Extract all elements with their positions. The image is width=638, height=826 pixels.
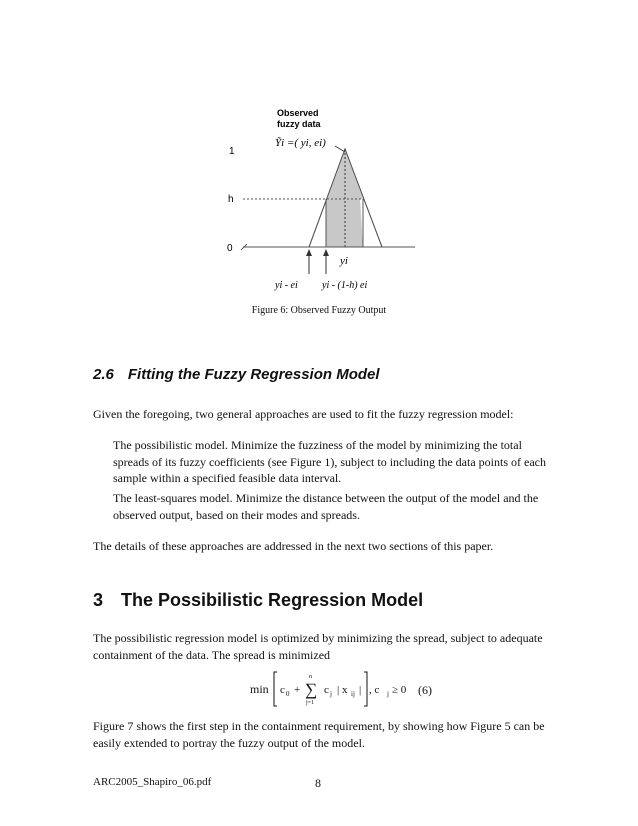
annotation-line2: fuzzy data <box>277 119 321 129</box>
eq-sum-lower: j=1 <box>306 700 315 706</box>
figure-caption: Figure 6: Observed Fuzzy Output <box>251 305 387 316</box>
equation-6 <box>250 670 500 710</box>
section-3-title: The Possibilistic Regression Model <box>121 590 424 610</box>
footer-page-number: 8 <box>315 776 321 790</box>
section-2-6-heading <box>93 366 380 383</box>
eq-abs-x-sub: ij <box>351 690 355 698</box>
eq-c0: c <box>280 684 285 696</box>
section-3-number: 3 <box>93 590 104 610</box>
approach-least-squares: The least-squares model. Minimize the distance between the output of the model and the observed output, based on their modes and spreads. <box>113 491 539 522</box>
section-2-6-intro: Given the foregoing, two general approaches are used to fit the fuzzy regression model: <box>93 407 514 421</box>
equation-number: (6) <box>418 683 432 697</box>
eq-cj: c <box>324 684 329 696</box>
annotation-line1: Observed <box>277 108 319 118</box>
eq-c0-sub: 0 <box>286 690 290 698</box>
label-right-bound: yi - (1-h) ei <box>322 280 368 291</box>
eq-constraint: , c <box>369 684 380 696</box>
section-2-6-outro: The details of these approaches are addressed in the next two sections of this paper. <box>93 539 494 553</box>
annotation-pointer <box>335 146 345 152</box>
eq-constraint-rel: ≥ 0 <box>392 684 407 696</box>
eq-abs-x: | x <box>337 684 348 696</box>
eq-min: min <box>250 682 269 696</box>
footer-filename: ARC2005_Shapiro_06.pdf <box>93 776 212 788</box>
label-left-bound: yi - ei <box>275 280 298 291</box>
y-tick-0: 0 <box>227 243 233 254</box>
section-3-paragraph: Figure 7 shows the first step in the containment requirement, by showing how Figure 5 can be easily extended to portray the fuzzy output of the model. <box>93 719 545 750</box>
label-yi: yi <box>340 255 348 267</box>
eq-constraint-sub: j <box>387 690 389 698</box>
y-tick-h: h <box>228 194 234 205</box>
eq-plus: + <box>294 684 301 696</box>
annotation-formula: Ỹi =( yi, ei) <box>275 137 326 149</box>
section-2-6-title: Fitting the Fuzzy Regression Model <box>127 366 380 383</box>
fuzzy-output-plot <box>215 102 425 300</box>
eq-left-bracket <box>274 672 277 706</box>
eq-cj-sub: j <box>330 690 332 698</box>
section-3-intro: The possibilistic regression model is optimized by minimizing the spread, subject to adequate containment of the data. The spread is minimized <box>93 631 543 662</box>
figure-observed-fuzzy-output <box>215 102 425 300</box>
approach-possibilistic: The possibilistic model. Minimize the fuzziness of the model by minimizing the total spreads of its fuzzy coefficients (see Figure 1), subject to including the data points of each sample within a specified feasible data interval. <box>113 438 546 485</box>
equation-svg <box>250 670 500 710</box>
eq-sum-upper: n <box>309 674 312 680</box>
y-tick-1: 1 <box>229 146 235 157</box>
section-2-6-number: 2.6 <box>93 366 114 383</box>
eq-sum-symbol: ∑ <box>305 680 318 699</box>
eq-abs-close: | <box>359 684 362 696</box>
section-3-heading <box>93 590 423 611</box>
eq-right-bracket <box>364 672 367 706</box>
